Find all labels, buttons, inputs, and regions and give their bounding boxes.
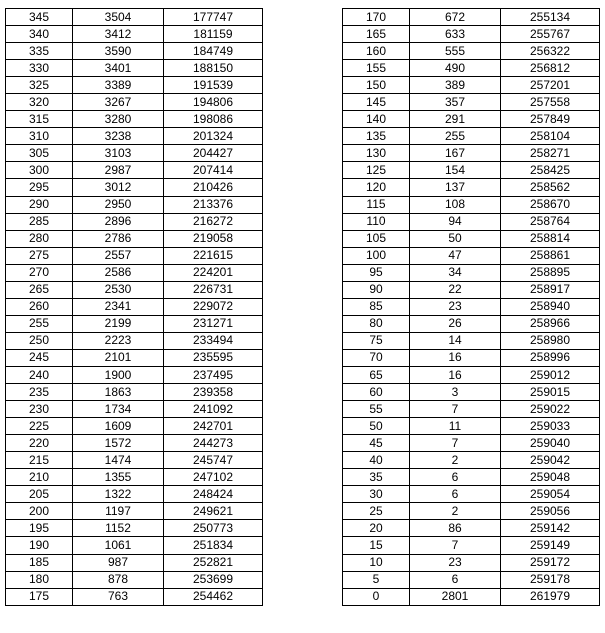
score-cell: 265 — [6, 281, 73, 298]
table-row — [6, 94, 263, 111]
score-cell: 315 — [6, 111, 73, 128]
score-cell: 300 — [6, 162, 73, 179]
score-cell: 200 — [6, 503, 73, 520]
count-cell: 2557 — [73, 247, 164, 264]
table-row — [6, 588, 263, 605]
score-cell: 50 — [343, 418, 410, 435]
cumulative-cell: 256322 — [501, 43, 600, 60]
count-cell: 1061 — [73, 537, 164, 554]
table-row — [6, 503, 263, 520]
count-cell: 2223 — [73, 332, 164, 349]
cumulative-cell: 257201 — [501, 77, 600, 94]
count-cell: 16 — [410, 349, 501, 366]
count-cell: 987 — [73, 554, 164, 571]
count-cell: 2586 — [73, 264, 164, 281]
table-row — [343, 94, 600, 111]
count-cell: 357 — [410, 94, 501, 111]
table-row — [6, 111, 263, 128]
count-cell: 1474 — [73, 452, 164, 469]
count-cell: 1152 — [73, 520, 164, 537]
table-row — [343, 537, 600, 554]
score-cell: 135 — [343, 128, 410, 145]
table-row — [6, 486, 263, 503]
count-cell: 2199 — [73, 315, 164, 332]
count-cell: 672 — [410, 9, 501, 26]
count-cell: 14 — [410, 332, 501, 349]
count-cell: 2786 — [73, 230, 164, 247]
cumulative-cell: 258104 — [501, 128, 600, 145]
count-cell: 6 — [410, 469, 501, 486]
table-row — [343, 435, 600, 452]
count-cell: 878 — [73, 571, 164, 588]
count-cell: 26 — [410, 315, 501, 332]
table-row — [6, 26, 263, 43]
cumulative-cell: 255134 — [501, 9, 600, 26]
cumulative-cell: 204427 — [164, 145, 263, 162]
score-cell: 175 — [6, 588, 73, 605]
cumulative-cell: 216272 — [164, 213, 263, 230]
table-row — [6, 332, 263, 349]
count-cell: 3401 — [73, 60, 164, 77]
count-cell: 3238 — [73, 128, 164, 145]
cumulative-cell: 188150 — [164, 60, 263, 77]
count-cell: 137 — [410, 179, 501, 196]
score-cell: 170 — [343, 9, 410, 26]
cumulative-cell: 254462 — [164, 588, 263, 605]
count-cell: 7 — [410, 401, 501, 418]
count-cell: 2950 — [73, 196, 164, 213]
score-cell: 125 — [343, 162, 410, 179]
score-cell: 35 — [343, 469, 410, 486]
cumulative-cell: 191539 — [164, 77, 263, 94]
cumulative-cell: 244273 — [164, 435, 263, 452]
count-cell: 22 — [410, 281, 501, 298]
count-cell: 108 — [410, 196, 501, 213]
score-cell: 15 — [343, 537, 410, 554]
score-cell: 290 — [6, 196, 73, 213]
table-row — [343, 401, 600, 418]
score-cell: 95 — [343, 264, 410, 281]
count-cell: 47 — [410, 247, 501, 264]
score-table-right — [342, 8, 600, 606]
score-cell: 110 — [343, 213, 410, 230]
count-cell: 2341 — [73, 298, 164, 315]
cumulative-cell: 201324 — [164, 128, 263, 145]
cumulative-cell: 213376 — [164, 196, 263, 213]
table-row — [6, 435, 263, 452]
count-cell: 50 — [410, 230, 501, 247]
table-row — [6, 179, 263, 196]
table-row — [343, 554, 600, 571]
cumulative-cell: 259054 — [501, 486, 600, 503]
count-cell: 291 — [410, 111, 501, 128]
cumulative-cell: 258917 — [501, 281, 600, 298]
count-cell: 16 — [410, 366, 501, 383]
count-cell: 2 — [410, 452, 501, 469]
table-row — [343, 179, 600, 196]
count-cell: 1609 — [73, 418, 164, 435]
cumulative-cell: 221615 — [164, 247, 263, 264]
score-cell: 325 — [6, 77, 73, 94]
count-cell: 1355 — [73, 469, 164, 486]
score-cell: 190 — [6, 537, 73, 554]
score-cell: 65 — [343, 366, 410, 383]
cumulative-cell: 245747 — [164, 452, 263, 469]
table-row — [343, 26, 600, 43]
table-row — [6, 571, 263, 588]
score-cell: 210 — [6, 469, 73, 486]
table-row — [343, 230, 600, 247]
cumulative-cell: 258980 — [501, 332, 600, 349]
table-row — [6, 43, 263, 60]
cumulative-cell: 219058 — [164, 230, 263, 247]
score-cell: 100 — [343, 247, 410, 264]
score-cell: 260 — [6, 298, 73, 315]
cumulative-cell: 177747 — [164, 9, 263, 26]
table-row — [343, 196, 600, 213]
score-cell: 345 — [6, 9, 73, 26]
count-cell: 1572 — [73, 435, 164, 452]
score-cell: 105 — [343, 230, 410, 247]
cumulative-cell: 256812 — [501, 60, 600, 77]
cumulative-cell: 255767 — [501, 26, 600, 43]
count-cell: 2530 — [73, 281, 164, 298]
score-cell: 195 — [6, 520, 73, 537]
table-row — [343, 298, 600, 315]
score-cell: 180 — [6, 571, 73, 588]
score-cell: 90 — [343, 281, 410, 298]
table-row — [6, 247, 263, 264]
score-cell: 330 — [6, 60, 73, 77]
table-body — [6, 9, 263, 606]
cumulative-cell: 231271 — [164, 315, 263, 332]
score-cell: 220 — [6, 435, 73, 452]
table-body — [343, 9, 600, 606]
table-row — [6, 366, 263, 383]
table-row — [6, 469, 263, 486]
count-cell: 11 — [410, 418, 501, 435]
score-cell: 185 — [6, 554, 73, 571]
cumulative-cell: 194806 — [164, 94, 263, 111]
table-row — [343, 247, 600, 264]
table-row — [343, 60, 600, 77]
cumulative-cell: 257849 — [501, 111, 600, 128]
score-cell: 230 — [6, 401, 73, 418]
cumulative-cell: 248424 — [164, 486, 263, 503]
table-row — [343, 213, 600, 230]
count-cell: 3103 — [73, 145, 164, 162]
score-cell: 155 — [343, 60, 410, 77]
cumulative-cell: 259178 — [501, 571, 600, 588]
cumulative-cell: 239358 — [164, 384, 263, 401]
table-row — [6, 281, 263, 298]
score-cell: 45 — [343, 435, 410, 452]
table-row — [343, 486, 600, 503]
cumulative-cell: 261979 — [501, 588, 600, 605]
count-cell: 2896 — [73, 213, 164, 230]
count-cell: 6 — [410, 486, 501, 503]
table-row — [343, 77, 600, 94]
table-row — [343, 145, 600, 162]
score-cell: 120 — [343, 179, 410, 196]
count-cell: 3280 — [73, 111, 164, 128]
table-row — [6, 452, 263, 469]
cumulative-cell: 224201 — [164, 264, 263, 281]
table-row — [343, 366, 600, 383]
cumulative-cell: 258670 — [501, 196, 600, 213]
cumulative-cell: 184749 — [164, 43, 263, 60]
score-cell: 0 — [343, 588, 410, 605]
count-cell: 3590 — [73, 43, 164, 60]
count-cell: 3267 — [73, 94, 164, 111]
table-row — [343, 418, 600, 435]
count-cell: 7 — [410, 435, 501, 452]
table-row — [6, 384, 263, 401]
cumulative-cell: 181159 — [164, 26, 263, 43]
table-row — [343, 128, 600, 145]
table-row — [343, 469, 600, 486]
table-row — [6, 315, 263, 332]
count-cell: 94 — [410, 213, 501, 230]
table-row — [6, 60, 263, 77]
count-cell: 2101 — [73, 349, 164, 366]
count-cell: 3012 — [73, 179, 164, 196]
score-cell: 255 — [6, 315, 73, 332]
count-cell: 2 — [410, 503, 501, 520]
cumulative-cell: 258814 — [501, 230, 600, 247]
table-row — [343, 264, 600, 281]
table-row — [6, 418, 263, 435]
table-row — [6, 128, 263, 145]
count-cell: 1734 — [73, 401, 164, 418]
score-cell: 165 — [343, 26, 410, 43]
count-cell: 6 — [410, 571, 501, 588]
table-row — [6, 9, 263, 26]
score-cell: 340 — [6, 26, 73, 43]
count-cell: 3504 — [73, 9, 164, 26]
cumulative-cell: 258271 — [501, 145, 600, 162]
score-cell: 30 — [343, 486, 410, 503]
table-row — [6, 196, 263, 213]
table-row — [6, 537, 263, 554]
score-cell: 140 — [343, 111, 410, 128]
count-cell: 3389 — [73, 77, 164, 94]
score-cell: 115 — [343, 196, 410, 213]
table-row — [343, 315, 600, 332]
score-cell: 335 — [6, 43, 73, 60]
cumulative-cell: 251834 — [164, 537, 263, 554]
score-cell: 250 — [6, 332, 73, 349]
count-cell: 167 — [410, 145, 501, 162]
score-cell: 305 — [6, 145, 73, 162]
score-cell: 275 — [6, 247, 73, 264]
cumulative-cell: 258895 — [501, 264, 600, 281]
score-cell: 215 — [6, 452, 73, 469]
count-cell: 154 — [410, 162, 501, 179]
cumulative-cell: 259033 — [501, 418, 600, 435]
score-cell: 130 — [343, 145, 410, 162]
count-cell: 2987 — [73, 162, 164, 179]
score-cell: 235 — [6, 384, 73, 401]
score-cell: 285 — [6, 213, 73, 230]
cumulative-cell: 258940 — [501, 298, 600, 315]
score-cell: 245 — [6, 349, 73, 366]
table-row — [343, 162, 600, 179]
table-row — [343, 520, 600, 537]
cumulative-cell: 198086 — [164, 111, 263, 128]
cumulative-cell: 253699 — [164, 571, 263, 588]
cumulative-cell: 259149 — [501, 537, 600, 554]
cumulative-cell: 259015 — [501, 384, 600, 401]
score-cell: 205 — [6, 486, 73, 503]
table-row — [343, 588, 600, 605]
table-row — [6, 554, 263, 571]
table-row — [343, 9, 600, 26]
cumulative-cell: 237495 — [164, 366, 263, 383]
table-row — [6, 162, 263, 179]
cumulative-cell: 259012 — [501, 366, 600, 383]
count-cell: 555 — [410, 43, 501, 60]
count-cell: 86 — [410, 520, 501, 537]
score-cell: 160 — [343, 43, 410, 60]
table-row — [6, 145, 263, 162]
cumulative-cell: 257558 — [501, 94, 600, 111]
score-cell: 295 — [6, 179, 73, 196]
cumulative-cell: 259056 — [501, 503, 600, 520]
table-row — [343, 43, 600, 60]
score-cell: 310 — [6, 128, 73, 145]
cumulative-cell: 259042 — [501, 452, 600, 469]
cumulative-cell: 259040 — [501, 435, 600, 452]
table-row — [343, 452, 600, 469]
table-row — [6, 349, 263, 366]
count-cell: 255 — [410, 128, 501, 145]
cumulative-cell: 235595 — [164, 349, 263, 366]
table-row — [6, 213, 263, 230]
score-cell: 240 — [6, 366, 73, 383]
cumulative-cell: 226731 — [164, 281, 263, 298]
count-cell: 23 — [410, 554, 501, 571]
table-row — [6, 230, 263, 247]
table-row — [6, 401, 263, 418]
cumulative-cell: 258562 — [501, 179, 600, 196]
count-cell: 1197 — [73, 503, 164, 520]
score-cell: 75 — [343, 332, 410, 349]
table-row — [6, 520, 263, 537]
score-cell: 60 — [343, 384, 410, 401]
count-cell: 1900 — [73, 366, 164, 383]
score-cell: 270 — [6, 264, 73, 281]
cumulative-cell: 258966 — [501, 315, 600, 332]
score-cell: 10 — [343, 554, 410, 571]
cumulative-cell: 258425 — [501, 162, 600, 179]
count-cell: 389 — [410, 77, 501, 94]
score-cell: 320 — [6, 94, 73, 111]
cumulative-cell: 247102 — [164, 469, 263, 486]
score-cell: 55 — [343, 401, 410, 418]
table-row — [6, 298, 263, 315]
table-row — [343, 111, 600, 128]
cumulative-cell: 229072 — [164, 298, 263, 315]
cumulative-cell: 249621 — [164, 503, 263, 520]
cumulative-cell: 258764 — [501, 213, 600, 230]
score-cell: 70 — [343, 349, 410, 366]
cumulative-cell: 259172 — [501, 554, 600, 571]
cumulative-cell: 233494 — [164, 332, 263, 349]
cumulative-cell: 207414 — [164, 162, 263, 179]
count-cell: 3412 — [73, 26, 164, 43]
table-row — [343, 349, 600, 366]
score-cell: 85 — [343, 298, 410, 315]
cumulative-cell: 252821 — [164, 554, 263, 571]
count-cell: 1863 — [73, 384, 164, 401]
count-cell: 34 — [410, 264, 501, 281]
score-cell: 145 — [343, 94, 410, 111]
count-cell: 3 — [410, 384, 501, 401]
cumulative-cell: 242701 — [164, 418, 263, 435]
count-cell: 2801 — [410, 588, 501, 605]
cumulative-cell: 258996 — [501, 349, 600, 366]
count-cell: 633 — [410, 26, 501, 43]
table-row — [343, 571, 600, 588]
cumulative-cell: 259022 — [501, 401, 600, 418]
cumulative-cell: 258861 — [501, 247, 600, 264]
score-table-left — [5, 8, 263, 606]
table-row — [343, 503, 600, 520]
count-cell: 7 — [410, 537, 501, 554]
score-cell: 25 — [343, 503, 410, 520]
cumulative-cell: 259048 — [501, 469, 600, 486]
table-row — [343, 281, 600, 298]
table-row — [6, 264, 263, 281]
table-row — [343, 384, 600, 401]
cumulative-cell: 259142 — [501, 520, 600, 537]
score-cell: 225 — [6, 418, 73, 435]
score-cell: 40 — [343, 452, 410, 469]
count-cell: 763 — [73, 588, 164, 605]
cumulative-cell: 250773 — [164, 520, 263, 537]
score-cell: 5 — [343, 571, 410, 588]
score-cell: 280 — [6, 230, 73, 247]
table-row — [343, 332, 600, 349]
count-cell: 23 — [410, 298, 501, 315]
count-cell: 490 — [410, 60, 501, 77]
table-row — [6, 77, 263, 94]
count-cell: 1322 — [73, 486, 164, 503]
score-cell: 80 — [343, 315, 410, 332]
score-cell: 20 — [343, 520, 410, 537]
cumulative-cell: 241092 — [164, 401, 263, 418]
score-cell: 150 — [343, 77, 410, 94]
cumulative-cell: 210426 — [164, 179, 263, 196]
